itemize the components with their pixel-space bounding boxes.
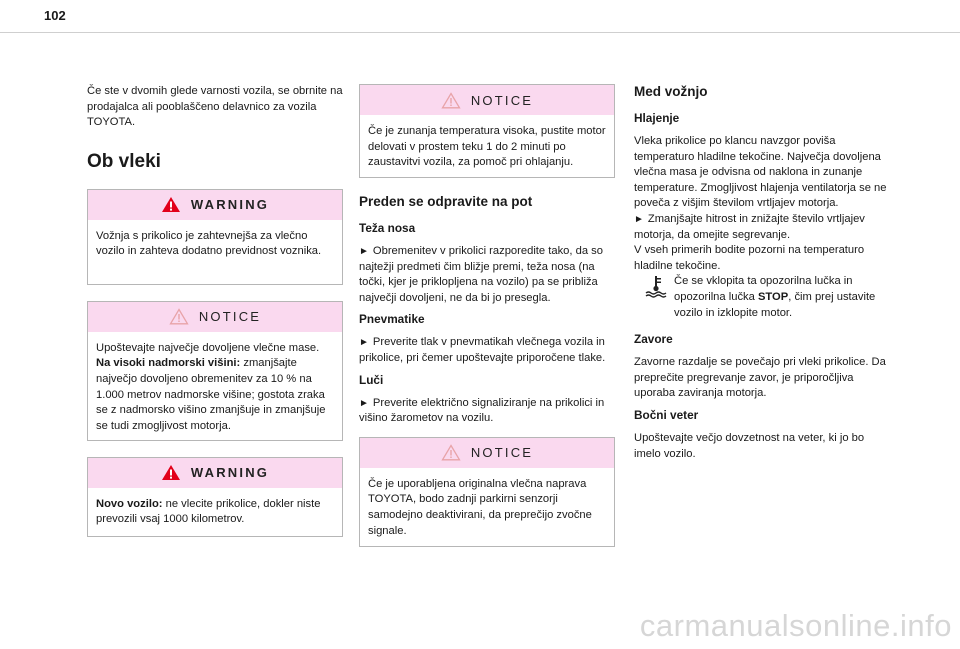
- arrow-bullet-icon: ►: [359, 397, 369, 409]
- notice-box-temp: [359, 84, 615, 178]
- warning-box-1: [87, 189, 343, 285]
- coolant-warning-row: [634, 274, 890, 321]
- column-3: [634, 84, 890, 462]
- notice-icon: [441, 92, 461, 109]
- warning-title: WARNING: [190, 197, 270, 213]
- subheading-cooling: Hlajenje: [634, 111, 680, 125]
- warning-text: Vožnja s prikolico je zahtevnejša za vlečno vozilo in zahteva dodatno previdnost voznika.: [96, 229, 322, 258]
- column-2: [359, 84, 615, 563]
- notice-title: NOTICE: [470, 445, 534, 461]
- notice-icon: [169, 308, 189, 325]
- arrow-bullet-icon: ►: [359, 246, 369, 257]
- cooling-text-3: V vseh primerih bodite pozorni na temperaturo hladilne tekočine.: [634, 244, 865, 272]
- intro-text: Če ste v dvomih glede varnosti vozila, se obrnite na prodajalca ali pooblaščeno delavnico za vozila TOYOTA.: [87, 85, 343, 129]
- notice-box-header: [360, 85, 614, 115]
- subheading-crosswind: Bočni veter: [634, 407, 699, 422]
- warning-box-header: [88, 458, 342, 488]
- arrow-bullet-icon: ►: [634, 213, 644, 225]
- notice-box-sensors: [359, 437, 615, 547]
- subheading-nose-weight: Teža nosa: [359, 221, 416, 235]
- coolant-warning-text: Če se vklopita ta opozorilna lučka in opozorilna lučka STOP, čim prej ustavite vozilo in izklopite motor.: [674, 275, 876, 319]
- notice-title: NOTICE: [198, 309, 262, 325]
- watermark-text: carmanualsonline.info: [639, 608, 952, 643]
- notice-box-1: [87, 301, 343, 441]
- warning-text: Novo vozilo: ne vlecite prikolice, dokler niste prevozili vsaj 1000 kilometrov.: [96, 497, 321, 526]
- warning-box-2: [87, 457, 343, 537]
- header-rule: [0, 32, 960, 33]
- arrow-bullet-icon: ►: [359, 337, 369, 349]
- notice-text: Upoštevajte največje dovoljene vlečne mase. Na visoki nadmorski višini: zmanjšajte največjo dovoljeno obremenitev za 10 % na 1.000 metrov nadmorske višine; gostota zraka se z nadmorsko višino zmanjšuje in zmanjšuje se tudi zmogljivost motorja.: [96, 341, 326, 432]
- warning-icon: [161, 196, 181, 213]
- cooling-text-1: Vleka prikolice po klancu navzgor poviša temperaturo hladilne tekočine. Največja dovoljena vlečna masa je odvisna od naklona in zunanje temperature. Zmogljivost hlajenja ventilatorja se ne poveča z višjim številom vrtljajev motorja.: [634, 135, 887, 210]
- column-1: [87, 84, 343, 553]
- warning-title: WARNING: [190, 465, 270, 481]
- nose-weight-text: ► Obremenitev v prikolici razporedite tako, da so najtežji predmeti čim bližje premi, teža nosa (na točki, kjer je priklopljena na vozilo) pa se približa največji dovoljeni, ne da bi jo presegla.: [359, 245, 603, 304]
- notice-box-header: [360, 438, 614, 468]
- crosswind-text: Upoštevajte večjo dovzetnost na veter, ki jo bo imelo vozilo.: [634, 431, 865, 460]
- cooling-text-2: ► Zmanjšajte hitrost in znižajte število vrtljajev motorja, da omejite segrevanje.: [634, 212, 865, 241]
- coolant-temperature-icon: [644, 274, 668, 298]
- section-heading-before-trip: Preden se odpravite na pot: [359, 194, 533, 209]
- subheading-tyres: Pnevmatike: [359, 312, 425, 327]
- brakes-text: Zavorne razdalje se povečajo pri vleki prikolice. Da preprečite pregrevanje zavor, je priporočljiva uporaba zaviranja motorja.: [634, 356, 886, 400]
- section-heading-towing: Ob vleki: [87, 150, 161, 172]
- section-heading-driving: Med vožnjo: [634, 84, 708, 99]
- notice-text: Če je uporabljena originalna vlečna naprava TOYOTA, bodo zadnji parkirni senzorji samodejno deaktivirani, da preprečijo zvočne signale.: [368, 477, 592, 537]
- tyres-text: ► Preverite tlak v pnevmatikah vlečnega vozila in prikolice, pri čemer upoštevajte priporočene tlake.: [359, 336, 606, 364]
- notice-title: NOTICE: [470, 92, 534, 108]
- page-number: 102: [44, 8, 66, 23]
- notice-icon: [441, 444, 461, 461]
- lights-text: ► Preverite električno signaliziranje na prikolici in višino žarometov na vozilu.: [359, 396, 605, 425]
- notice-text: Če je zunanja temperatura visoka, pustite motor delovati v prostem teku 1 do 2 minuti po zaustavitvi vozila, za pomoč pri ohlajanju.: [368, 125, 606, 169]
- subheading-brakes: Zavore: [634, 332, 673, 347]
- warning-icon: [161, 464, 181, 481]
- subheading-lights: Luči: [359, 372, 384, 387]
- notice-box-header: [88, 302, 342, 332]
- warning-box-header: [88, 190, 342, 220]
